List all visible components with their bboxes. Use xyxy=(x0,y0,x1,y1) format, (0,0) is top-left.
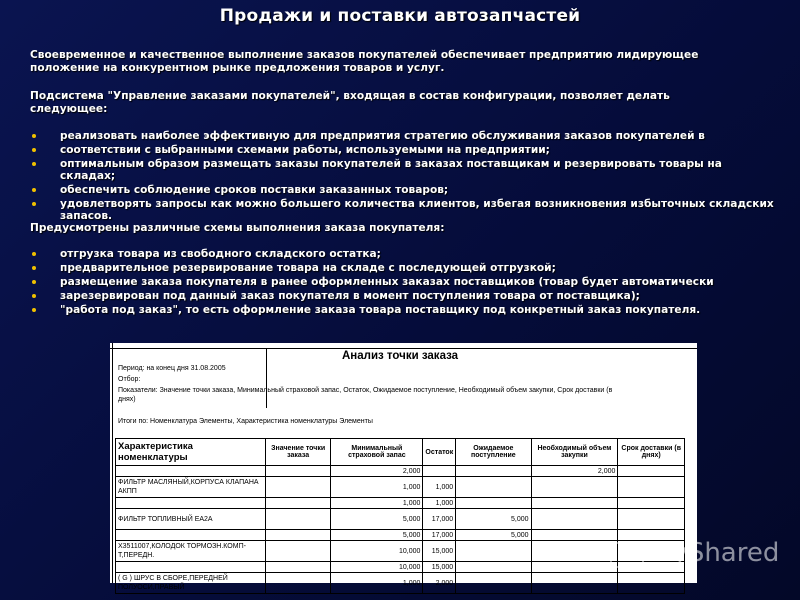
list-item: предварительное резервирование товара на складе с последующей отгрузкой; xyxy=(30,262,780,274)
table-cell: 5,000 xyxy=(331,530,423,541)
table-cell xyxy=(531,562,618,573)
table-cell xyxy=(266,509,331,530)
table-cell xyxy=(266,541,331,562)
table-row xyxy=(116,509,685,530)
column-header: Остаток xyxy=(423,439,456,466)
column-header: Ожидаемое поступление xyxy=(456,439,531,466)
table-cell: 1,000 xyxy=(423,477,456,498)
column-header: Необходимый объем закупки xyxy=(531,439,618,466)
column-header: Срок доставки (в днях) xyxy=(618,439,685,466)
report-border xyxy=(112,343,113,583)
table-cell xyxy=(266,477,331,498)
table-cell: 5,000 xyxy=(456,530,531,541)
watermark-text: MyShared xyxy=(650,538,780,568)
bullet-icon xyxy=(32,188,36,192)
report-filter: Отбор: xyxy=(118,376,141,383)
table-cell xyxy=(423,466,456,477)
column-header: Значение точки заказа xyxy=(266,439,331,466)
table-header-row xyxy=(116,439,685,466)
list-item: "работа под заказ", то есть оформление заказа товара поставщику под конкретный заказ покупателя. xyxy=(30,304,780,316)
table-cell xyxy=(531,541,618,562)
table-cell: 1,000 xyxy=(331,477,423,498)
table-cell: 1,000 xyxy=(423,498,456,509)
table-cell xyxy=(618,509,685,530)
list-item: соответствии с выбранными схемами работы, используемыми на предприятии; xyxy=(30,144,780,156)
bullet-icon xyxy=(32,202,36,206)
table-cell xyxy=(456,466,531,477)
table-cell-name: ФИЛЬТР МАСЛЯНЫЙ,КОРПУСА КЛАПАНА АКПП xyxy=(116,477,266,498)
bullet-icon xyxy=(32,266,36,270)
list-item: оптимальным образом размещать заказы покупателей в заказах поставщикам и резервировать товары на складах; xyxy=(30,158,780,182)
table-cell: 5,000 xyxy=(456,509,531,530)
table-cell: 5,000 xyxy=(331,509,423,530)
intro-line: положение на конкурентном рынке предложения товаров и услуг. xyxy=(30,62,445,74)
bullet-icon xyxy=(32,280,36,284)
list-item: реализовать наиболее эффективную для предприятия стратегию обслуживания заказов покупателей в xyxy=(30,130,780,142)
table-cell: 10,000 xyxy=(331,541,423,562)
table-cell xyxy=(456,562,531,573)
table-cell-name: Х3511007,КОЛОДОК ТОРМОЗН.КОМП-Т,ПЕРЕДН. xyxy=(116,541,266,562)
list-item: обеспечить соблюдение сроков поставки заказанных товаров; xyxy=(30,184,780,196)
table-row xyxy=(116,466,685,477)
schemes-list xyxy=(30,248,780,318)
table-cell xyxy=(618,498,685,509)
table-cell: 2,000 xyxy=(531,466,618,477)
table-cell-name xyxy=(116,498,266,509)
table-cell-name: ФИЛЬТР ТОПЛИВНЫЙ ЕА2А xyxy=(116,509,266,530)
table-cell xyxy=(266,562,331,573)
table-cell xyxy=(531,573,618,594)
table-cell xyxy=(456,498,531,509)
table-row xyxy=(116,498,685,509)
report-divider xyxy=(110,348,697,349)
table-cell: 15,000 xyxy=(423,541,456,562)
list-item: удовлетворять запросы как можно большего количества клиентов, избегая возникновения избыточных складских запасов. xyxy=(30,198,780,222)
bullet-icon xyxy=(32,134,36,138)
table-cell xyxy=(531,498,618,509)
bullet-icon xyxy=(32,148,36,152)
watermark xyxy=(610,538,790,578)
bullet-icon xyxy=(32,162,36,166)
capabilities-list xyxy=(30,130,780,224)
table-cell-name xyxy=(116,530,266,541)
bullet-icon xyxy=(32,308,36,312)
list-item: отгрузка товара из свободного складского остатка; xyxy=(30,248,780,260)
table-cell xyxy=(531,530,618,541)
table-cell: 1,000 xyxy=(331,498,423,509)
list-item: размещение заказа покупателя в ранее оформленных заказах поставщиков (товар будет автоматически xyxy=(30,276,780,288)
table-cell xyxy=(266,530,331,541)
intro-line: Своевременное и качественное выполнение заказов покупателей обеспечивает предприятию лидирующее xyxy=(30,49,699,61)
table-row xyxy=(116,541,685,562)
report-title: Анализ точки заказа xyxy=(342,350,459,362)
table-cell-name xyxy=(116,562,266,573)
table-cell-name xyxy=(116,466,266,477)
report-table xyxy=(115,438,685,594)
bullet-icon xyxy=(32,294,36,298)
table-cell xyxy=(618,466,685,477)
table-cell: 1,000 xyxy=(331,573,423,594)
table-row xyxy=(116,477,685,498)
table-cell xyxy=(531,509,618,530)
subsystem-paragraph xyxy=(30,90,780,116)
table-cell xyxy=(531,477,618,498)
table-cell xyxy=(266,466,331,477)
subsystem-line: Подсистема "Управление заказами покупателей", входящая в состав конфигурации, позволяет делать xyxy=(30,90,670,102)
table-cell: 15,000 xyxy=(423,562,456,573)
table-cell xyxy=(266,498,331,509)
table-cell: 2,000 xyxy=(423,573,456,594)
bullet-icon xyxy=(32,252,36,256)
subsystem-line: следующее: xyxy=(30,103,108,115)
table-cell xyxy=(456,573,531,594)
monitor-icon xyxy=(610,542,644,568)
report-screenshot xyxy=(110,343,697,591)
table-row xyxy=(116,530,685,541)
column-header: Характеристика номенклатуры xyxy=(116,439,266,466)
column-header: Минимальный страховой запас xyxy=(331,439,423,466)
page-title: Продажи и поставки автозапчастей xyxy=(219,6,581,26)
table-cell: 10,000 xyxy=(331,562,423,573)
table-cell: 2,000 xyxy=(331,466,423,477)
table-row xyxy=(116,573,685,594)
list-item: зарезервирован под данный заказ покупателя в момент поступления товара от поставщика); xyxy=(30,290,780,302)
table-cell-name: ( G ) ШРУС В СБОРЕ,ПЕРЕДНЕЙ ПОЛУОСИ,ПРАВЫЙ xyxy=(116,573,266,594)
table-cell: 17,000 xyxy=(423,530,456,541)
report-totals: Итоги по: Номенклатура Элементы, Характеристика номенклатуры Элементы xyxy=(118,418,373,425)
intro-paragraph xyxy=(30,49,780,75)
report-period: Период: на конец дня 31.08.2005 xyxy=(118,365,226,372)
table-cell xyxy=(266,573,331,594)
table-cell xyxy=(456,477,531,498)
table-cell: 17,000 xyxy=(423,509,456,530)
table-cell xyxy=(618,477,685,498)
table-cell xyxy=(456,541,531,562)
table-row xyxy=(116,562,685,573)
report-indicators: Показатели: Значение точки заказа, Минимальный страховой запас, Остаток, Ожидаемое поступление, Необходимый объем закупки, Срок доставки (в днях) xyxy=(118,387,613,403)
schemes-heading: Предусмотрены различные схемы выполнения заказа покупателя: xyxy=(30,222,445,234)
